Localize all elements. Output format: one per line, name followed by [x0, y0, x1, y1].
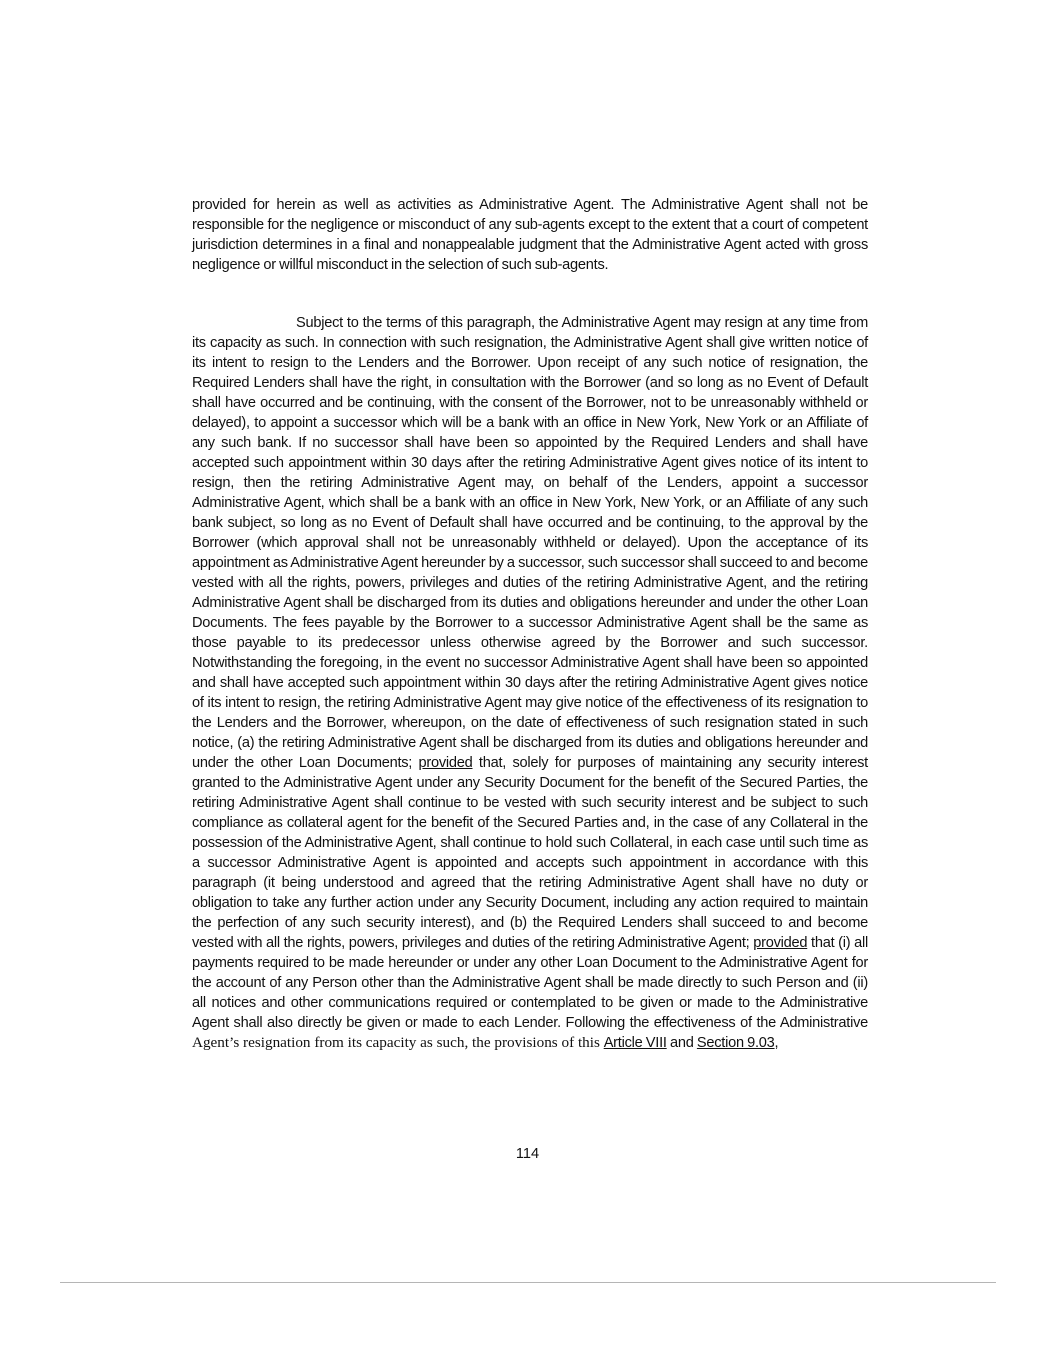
paragraph-2-text-1: Subject to the terms of this paragraph, the Administrative Agent may resign at any time from its capacity as such. In connection with such resignation, the Administrative Agent shall give written notice of its intent to resign to the Lenders and the Borrower. Upon receipt of any such notice of resignation, the Required Lenders shall have the right, in consultation with the Borrower (and so long as no Event of Default shall have occurred and be continuing, with the consent of the Borrower, not to be unreasonably withheld or delayed), to appoint a successor which will be a bank with an office in New York, New York or an Affiliate of any such bank. If no successor shall have been so appointed by the Required Lenders and shall have accepted such appointment within 30 days after the retiring Administrative Agent gives notice of its intent to resign, then the retiring Administrative Agent may, on behalf of the Lenders, appoint a successor Administrative Agent, which shall be a bank with an office in New York, New York, or an Affiliate of any such bank subject, so long as no Event of Default shall have occurred and be continuing, to the approval by the Borrower (which approval shall not be unreasonably withheld or delayed). Upon the acceptance of its appointment as Administrative Agent hereunder by a successor, such successor shall succeed to and become vested with all the rights, powers, privileges and duties of the retiring Administrative Agent, and the retiring Administrative Agent shall be discharged from its duties and obligations hereunder and under the other Loan Documents. The fees payable by the Borrower to a successor Administrative Agent shall be the same as those payable to its predecessor unless otherwise agreed by the Borrower and such successor. Notwithstanding the foregoing, in the event no successor Administrative Agent shall have been so appointed and shall have accepted such appointment within 30 days after the retiring Administrative Agent gives notice of its intent to resign, the retiring Administrative Agent may give notice of the effectiveness of its resignation to the Lenders and the Borrower, whereupon, on the date of effectiveness of such resignation stated in such notice, (a) the retiring Administrative Agent shall be discharged from its duties and obligations hereunder and under the other Loan Documents; [192, 315, 869, 771]
paragraph-2-text-2: that, solely for purposes of maintaining any security interest granted to the Administrative Agent under any Security Document for the benefit of the Secured Parties, the retiring Administrative Agent shall continue to be vested with such security interest and be subject to such compliance as collateral agent for the benefit of the Secured Parties and, in the case of any Collateral in the possession of the Administrative Agent, shall continue to hold such Collateral, in each case until such time as a successor Administrative Agent is appointed and accepts such appointment in accordance with this paragraph (it being understood and agreed that the retiring Administrative Agent shall have no duty or obligation to take any further action under any Security Document, including any action required to maintain the perfection of any such security interest), and (b) the Required Lenders shall succeed to and become vested with all the rights, powers, privileges and duties of the retiring Administrative Agent; [192, 755, 868, 951]
article-reference: Article VIII [603, 1035, 667, 1051]
provided-term-1: provided [418, 755, 473, 771]
paragraph-2-text-4: Agent’s resignation from its capacity as such, the provisions of this [192, 1034, 604, 1051]
paragraph-2 [192, 313, 868, 1053]
trailing-comma: , [774, 1035, 779, 1051]
paragraph-1: provided for herein as well as activities as Administrative Agent. The Administrative Agent shall not be responsible for the negligence or misconduct of any sub-agents except to the extent that a court of competent jurisdiction determines in a final and nonappealable judgment that the Administrative Agent acted with gross negligence or willful misconduct in the selection of such sub-agents. [192, 197, 868, 273]
section-reference: Section 9.03 [696, 1035, 775, 1051]
provided-term-2: provided [753, 935, 808, 951]
and-text: and [666, 1035, 697, 1051]
paragraph-2-text-3: that (i) all payments required to be made hereunder or under any other Loan Document to the Administrative Agent for the account of any Person other than the Administrative Agent shall be made directly to such Person and (ii) all notices and other communications required or contemplated to be given or made to the Administrative Agent shall also directly be given or made to each Lender. Following the effectiveness of the Administrative [192, 935, 868, 1031]
page-separator-line [60, 1282, 996, 1283]
page-number: 114 [515, 1146, 540, 1162]
